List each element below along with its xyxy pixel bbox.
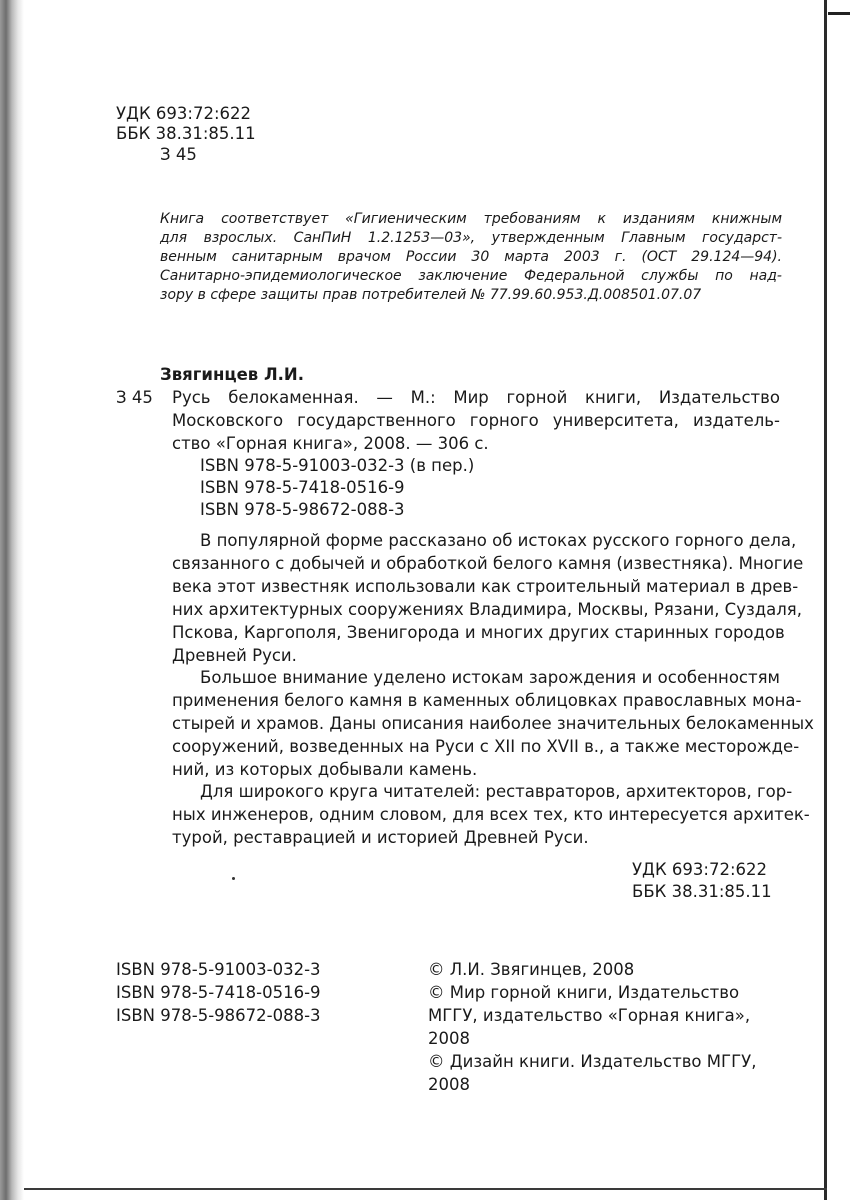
hygiene-notice-line: зору в сфере защиты прав потребителей № 77.99.60.953.Д.008501.07.07 bbox=[160, 287, 702, 303]
catalog-author: Звягинцев Л.И. bbox=[160, 365, 304, 384]
hygiene-notice-line: венным санитарным врачом России 30 марта 2003 г. (ОСТ 29.124—94). bbox=[160, 249, 782, 265]
hygiene-notice-line: для взрослых. СанПиН 1.2.1253—03», утвержденным Главным государст- bbox=[160, 230, 782, 246]
catalog-isbn: ISBN 978-5-91003-032-3 (в пер.) bbox=[200, 456, 475, 475]
copyright-line: © Мир горной книги, Издательство bbox=[428, 983, 740, 1002]
annotation-line: ний, из которых добывали камень. bbox=[172, 760, 478, 779]
annotation-line: В популярной форме рассказано об истоках русского горного дела, bbox=[200, 531, 797, 550]
annotation-line: Древней Руси. bbox=[172, 646, 297, 665]
bbk-code: ББК 38.31:85.11 bbox=[116, 124, 256, 143]
catalog-title-line: Московского государственного горного университета, издатель- bbox=[172, 411, 780, 430]
scan-right-edge bbox=[824, 0, 827, 1200]
copyright-line: © Л.И. Звягинцев, 2008 bbox=[428, 960, 635, 979]
isbn-line: ISBN 978-5-91003-032-3 bbox=[116, 960, 321, 979]
hygiene-notice-line: Санитарно-эпидемиологическое заключение Федеральной службы по над- bbox=[160, 268, 782, 284]
catalog-title-line: ство «Горная книга», 2008. — 306 с. bbox=[172, 434, 489, 453]
annotation-line: них архитектурных сооружениях Владимира, Москвы, Рязани, Суздаля, bbox=[172, 600, 802, 619]
footer-bbk-code: ББК 38.31:85.11 bbox=[632, 882, 772, 901]
copyright-line: МГГУ, издательство «Горная книга», bbox=[428, 1006, 751, 1025]
annotation-line: Для широкого круга читателей: реставраторов, архитекторов, гор- bbox=[200, 782, 793, 801]
scan-left-edge bbox=[0, 0, 24, 1200]
catalog-title-line: Русь белокаменная. — М.: Мир горной книги, Издательство bbox=[172, 388, 780, 407]
footer-udk-code: УДК 693:72:622 bbox=[632, 860, 768, 879]
catalog-isbn: ISBN 978-5-7418-0516-9 bbox=[200, 478, 405, 497]
catalog-isbn: ISBN 978-5-98672-088-3 bbox=[200, 500, 405, 519]
annotation-line: сооружений, возведенных на Руси с XII по XVII в., а также месторожде- bbox=[172, 737, 800, 756]
isbn-line: ISBN 978-5-98672-088-3 bbox=[116, 1006, 321, 1025]
hygiene-notice-line: Книга соответствует «Гигиеническим требованиям к изданиям книжным bbox=[160, 211, 782, 227]
annotation-line: Пскова, Каргополя, Звенигорода и многих других старинных городов bbox=[172, 623, 785, 642]
udk-code: УДК 693:72:622 bbox=[116, 104, 252, 123]
annotation-line: турой, реставрацией и историей Древней Руси. bbox=[172, 828, 589, 847]
annotation-line: стырей и храмов. Даны описания наиболее значительных белокаменных bbox=[172, 714, 814, 733]
copyright-line: 2008 bbox=[428, 1029, 470, 1048]
annotation-line: века этот известняк использовали как строительный материал в древ- bbox=[172, 577, 799, 596]
copyright-line: © Дизайн книги. Издательство МГГУ, bbox=[428, 1052, 757, 1071]
scan-speck bbox=[232, 877, 235, 880]
author-mark: З 45 bbox=[160, 145, 197, 164]
annotation-line: ных инженеров, одним словом, для всех тех, кто интересуется архитек- bbox=[172, 805, 810, 824]
isbn-line: ISBN 978-5-7418-0516-9 bbox=[116, 983, 321, 1002]
copyright-line: 2008 bbox=[428, 1075, 470, 1094]
scan-corner-mark bbox=[828, 12, 850, 15]
catalog-mark: З 45 bbox=[116, 388, 153, 407]
annotation-line: связанного с добычей и обработкой белого камня (известняка). Многие bbox=[172, 554, 804, 573]
scan-bottom-edge bbox=[24, 1188, 827, 1190]
annotation-line: Большое внимание уделено истокам зарождения и особенностям bbox=[200, 668, 780, 687]
annotation-line: применения белого камня в каменных облицовках православных мона- bbox=[172, 691, 802, 710]
